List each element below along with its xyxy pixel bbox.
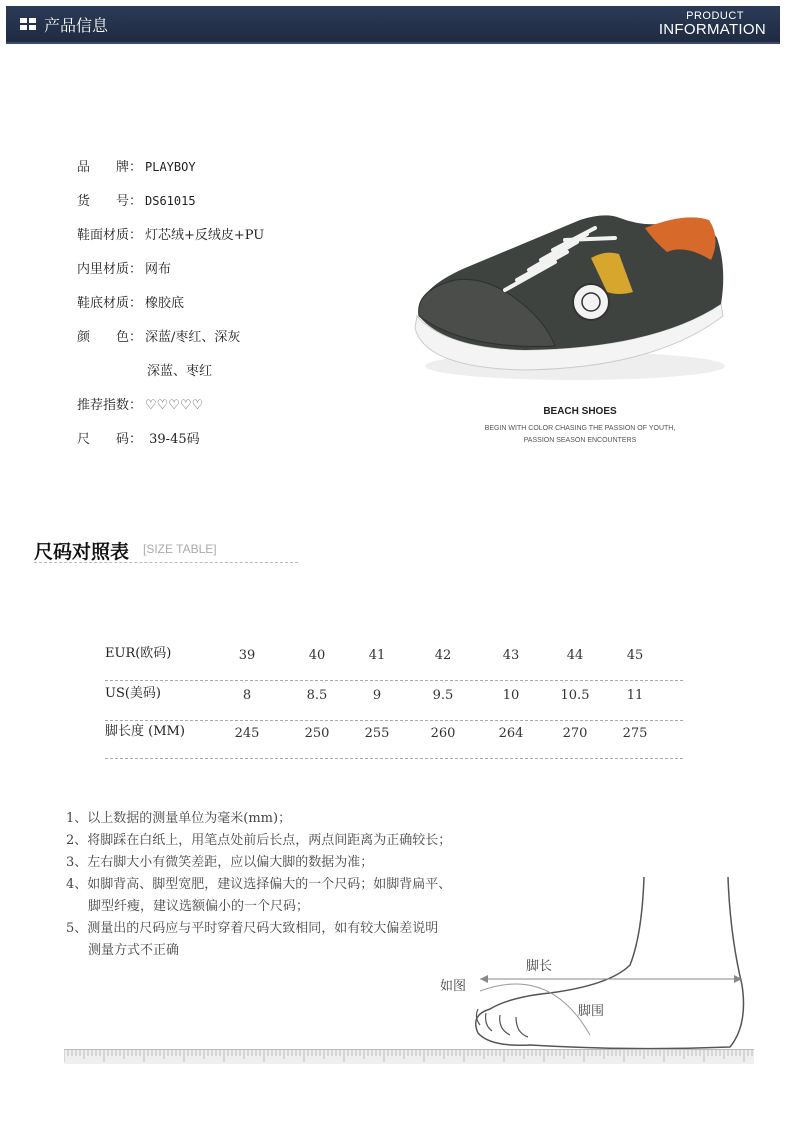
info-value: 灯芯绒+反绒皮+PU xyxy=(145,228,265,243)
note-line: 测量方式不正确 xyxy=(88,943,180,958)
info-label: 鞋底材质： xyxy=(77,296,143,311)
rating-hearts: ♡♡♡♡♡ xyxy=(145,398,204,413)
table-cell: 44 xyxy=(566,648,584,663)
size-table-subtitle: [SIZE TABLE] xyxy=(143,542,217,556)
note-line: 脚型纤瘦，建议选额偏小的一个尺码； xyxy=(88,899,310,914)
info-value: 橡胶底 xyxy=(145,296,185,311)
ruler xyxy=(64,1049,754,1064)
info-value: PLAYBOY xyxy=(145,160,196,174)
info-lining xyxy=(77,258,171,277)
table-cell: 8 xyxy=(242,688,252,703)
table-cell: 250 xyxy=(304,726,330,741)
table-row xyxy=(105,642,683,681)
info-value: 深蓝/枣红、深灰 xyxy=(145,330,241,345)
note-line: 2、将脚踩在白纸上，用笔点处前后长点，两点间距离为正确较长； xyxy=(66,833,452,848)
table-row xyxy=(105,682,683,721)
info-label: 鞋面材质： xyxy=(77,228,143,243)
table-cell: 255 xyxy=(364,726,390,741)
foot-diagram xyxy=(430,875,760,1065)
grid-icon xyxy=(20,18,36,30)
table-cell: 9 xyxy=(372,688,382,703)
info-label: 品 牌： xyxy=(77,160,143,175)
info-code xyxy=(77,190,196,209)
table-cell: 42 xyxy=(434,648,452,663)
info-color xyxy=(77,326,240,345)
label-foot-girth: 脚围 xyxy=(578,1004,605,1019)
info-rating xyxy=(77,394,203,413)
measurement-notes xyxy=(66,808,451,962)
table-cell: 39 xyxy=(238,648,256,663)
info-upper xyxy=(77,224,264,243)
table-cell: 8.5 xyxy=(306,688,328,703)
table-cell: 10 xyxy=(502,688,520,703)
info-value: 深蓝、枣红 xyxy=(147,364,213,379)
label-foot-length: 脚长 xyxy=(526,959,553,974)
table-cell: 41 xyxy=(368,648,386,663)
info-color-2 xyxy=(147,360,212,379)
section-header xyxy=(6,6,780,44)
info-value: 网布 xyxy=(145,262,172,277)
info-label: 推荐指数： xyxy=(77,398,143,413)
info-label: 内里材质： xyxy=(77,262,143,277)
info-label: 尺 码： xyxy=(77,432,143,447)
row-header: EUR(欧码) xyxy=(105,646,172,661)
shoe-title: BEACH SHOES xyxy=(543,406,617,417)
shoe-slogan-line1: BEGIN WITH COLOR CHASING THE PASSION OF YOUTH, xyxy=(484,425,676,432)
table-cell: 40 xyxy=(308,648,326,663)
table-cell: 245 xyxy=(234,726,260,741)
table-cell: 10.5 xyxy=(560,688,590,703)
table-cell: 264 xyxy=(498,726,524,741)
note-line: 5、测量出的尺码应与平时穿着尺码大致相同，如有较大偏差说明 xyxy=(66,921,439,936)
table-cell: 11 xyxy=(626,688,644,703)
note-line: 4、如脚背高、脚型宽肥，建议选择偏大的一个尺码；如脚背扁平、 xyxy=(66,877,452,892)
header-en-bottom: INFORMATION xyxy=(658,21,766,38)
size-table-title: 尺码对照表 xyxy=(34,541,130,563)
table-cell: 270 xyxy=(562,726,588,741)
info-value: 39-45码 xyxy=(145,432,200,447)
table-cell: 275 xyxy=(622,726,648,741)
info-value: DS61015 xyxy=(145,194,196,208)
shoe-slogan-line2: PASSION SEASON ENCOUNTERS xyxy=(523,437,637,444)
label-example: 如图 xyxy=(440,979,467,994)
info-label: 货 号： xyxy=(77,194,143,209)
info-brand xyxy=(77,156,196,175)
header-title: 产品信息 xyxy=(44,16,109,35)
note-line: 3、左右脚大小有微笑差距，应以偏大脚的数据为准； xyxy=(66,855,374,870)
shoe-image xyxy=(405,198,735,398)
note-line: 1、以上数据的测量单位为毫米(mm)； xyxy=(66,811,292,826)
info-label: 颜 色： xyxy=(77,330,143,345)
info-size xyxy=(77,428,200,447)
divider xyxy=(34,562,298,563)
header-en-top: PRODUCT xyxy=(686,10,744,22)
table-cell: 260 xyxy=(430,726,456,741)
shoe-slogan xyxy=(470,423,690,447)
table-row xyxy=(105,720,683,759)
info-sole xyxy=(77,292,184,311)
table-cell: 43 xyxy=(502,648,520,663)
table-cell: 9.5 xyxy=(432,688,454,703)
table-cell: 45 xyxy=(626,648,644,663)
row-header: 脚长度 (MM) xyxy=(105,724,185,739)
row-header: US(美码) xyxy=(105,686,162,701)
